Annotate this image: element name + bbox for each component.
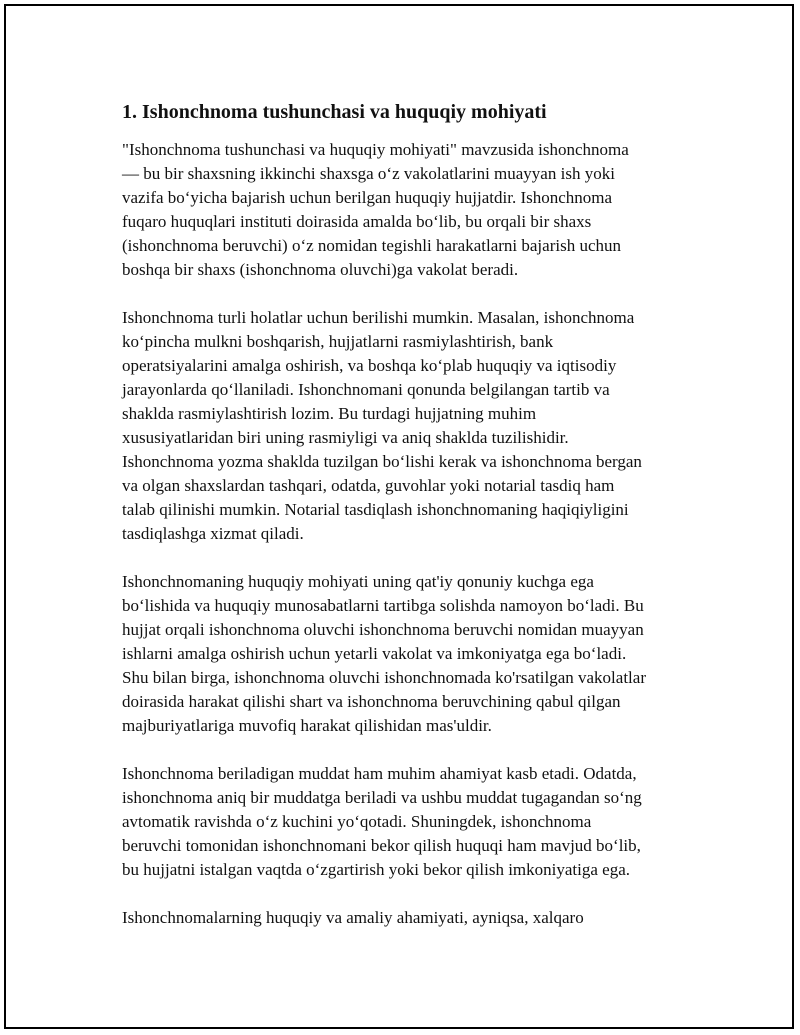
paragraph-line: Ishonchnomalarning huquqiy va amaliy ahamiyati, ayniqsa, xalqaro xyxy=(122,908,584,927)
paragraph-line: ishonchnoma aniq bir muddatga beriladi va ushbu muddat tugagandan so‘ng xyxy=(122,788,642,807)
paragraph-line: hujjat orqali ishonchnoma oluvchi ishonchnoma beruvchi nomidan muayyan xyxy=(122,620,644,639)
paragraph-line: Shu bilan birga, ishonchnoma oluvchi ishonchnomada ko'rsatilgan vakolatlar xyxy=(122,668,646,687)
paragraph-line: fuqaro huquqlari instituti doirasida amalda bo‘lib, bu orqali bir shaxs xyxy=(122,212,592,231)
body-paragraph xyxy=(122,570,702,738)
body-paragraph xyxy=(122,138,702,282)
paragraph-line: vazifa bo‘yicha bajarish uchun berilgan huquqiy hujjatdir. Ishonchnoma xyxy=(122,188,613,207)
paragraph-line: — bu bir shaxsning ikkinchi shaxsga o‘z vakolatlarini muayyan ish yoki xyxy=(122,164,615,183)
paragraph-line: beruvchi tomonidan ishonchnomani bekor qilish huquqi ham mavjud bo‘lib, xyxy=(122,836,641,855)
paragraph-line: operatsiyalarini amalga oshirish, va boshqa ko‘plab huquqiy va iqtisodiy xyxy=(122,356,617,375)
paragraph-line: majburiyatlariga muvofiq harakat qilishidan mas'uldir. xyxy=(122,716,492,735)
body-paragraph xyxy=(122,306,702,546)
paragraph-line: va olgan shaxslardan tashqari, odatda, guvohlar yoki notarial tasdiq ham xyxy=(122,476,615,495)
paragraph-line: bu hujjatni istalgan vaqtda o‘zgartirish yoki bekor qilish imkoniyatiga ega. xyxy=(122,860,630,879)
document-body xyxy=(122,98,702,954)
paragraph-line: shaklda rasmiylashtirish lozim. Bu turdagi hujjatning muhim xyxy=(122,404,537,423)
paragraph-line: Ishonchnoma turli holatlar uchun berilishi mumkin. Masalan, ishonchnoma xyxy=(122,308,635,327)
paragraph-line: avtomatik ravishda o‘z kuchini yo‘qotadi. Shuningdek, ishonchnoma xyxy=(122,812,592,831)
paragraph-line: tasdiqlashga xizmat qiladi. xyxy=(122,524,304,543)
paragraph-line: Ishonchnomaning huquqiy mohiyati uning qat'iy qonuniy kuchga ega xyxy=(122,572,594,591)
paragraph-line: ko‘pincha mulkni boshqarish, hujjatlarni rasmiylashtirish, bank xyxy=(122,332,554,351)
body-paragraph xyxy=(122,906,702,930)
section-heading: 1. Ishonchnoma tushunchasi va huquqiy mohiyati xyxy=(122,101,547,123)
paragraph-line: Ishonchnoma yozma shaklda tuzilgan bo‘lishi kerak va ishonchnoma bergan xyxy=(122,452,642,471)
paragraph-line: (ishonchnoma beruvchi) o‘z nomidan tegishli harakatlarni bajarish uchun xyxy=(122,236,621,255)
paragraphs-container xyxy=(122,138,702,930)
paragraph-line: doirasida harakat qilishi shart va ishonchnoma beruvchining qabul qilgan xyxy=(122,692,621,711)
paragraph-line: "Ishonchnoma tushunchasi va huquqiy mohiyati" mavzusida ishonchnoma xyxy=(122,140,629,159)
paragraph-line: talab qilinishi mumkin. Notarial tasdiqlash ishonchnomaning haqiqiyligini xyxy=(122,500,629,519)
page-frame xyxy=(4,4,794,1029)
paragraph-line: jarayonlarda qo‘llaniladi. Ishonchnomani qonunda belgilangan tartib va xyxy=(122,380,610,399)
paragraph-line: bo‘lishida va huquqiy munosabatlarni tartibga solishda namoyon bo‘ladi. Bu xyxy=(122,596,644,615)
paragraph-line: xususiyatlaridan biri uning rasmiyligi va aniq shaklda tuzilishidir. xyxy=(122,428,569,447)
paragraph-line: boshqa bir shaxs (ishonchnoma oluvchi)ga vakolat beradi. xyxy=(122,260,519,279)
body-paragraph xyxy=(122,762,702,882)
paragraph-line: ishlarni amalga oshirish uchun yetarli vakolat va imkoniyatga ega bo‘ladi. xyxy=(122,644,627,663)
paragraph-line: Ishonchnoma beriladigan muddat ham muhim ahamiyat kasb etadi. Odatda, xyxy=(122,764,637,783)
